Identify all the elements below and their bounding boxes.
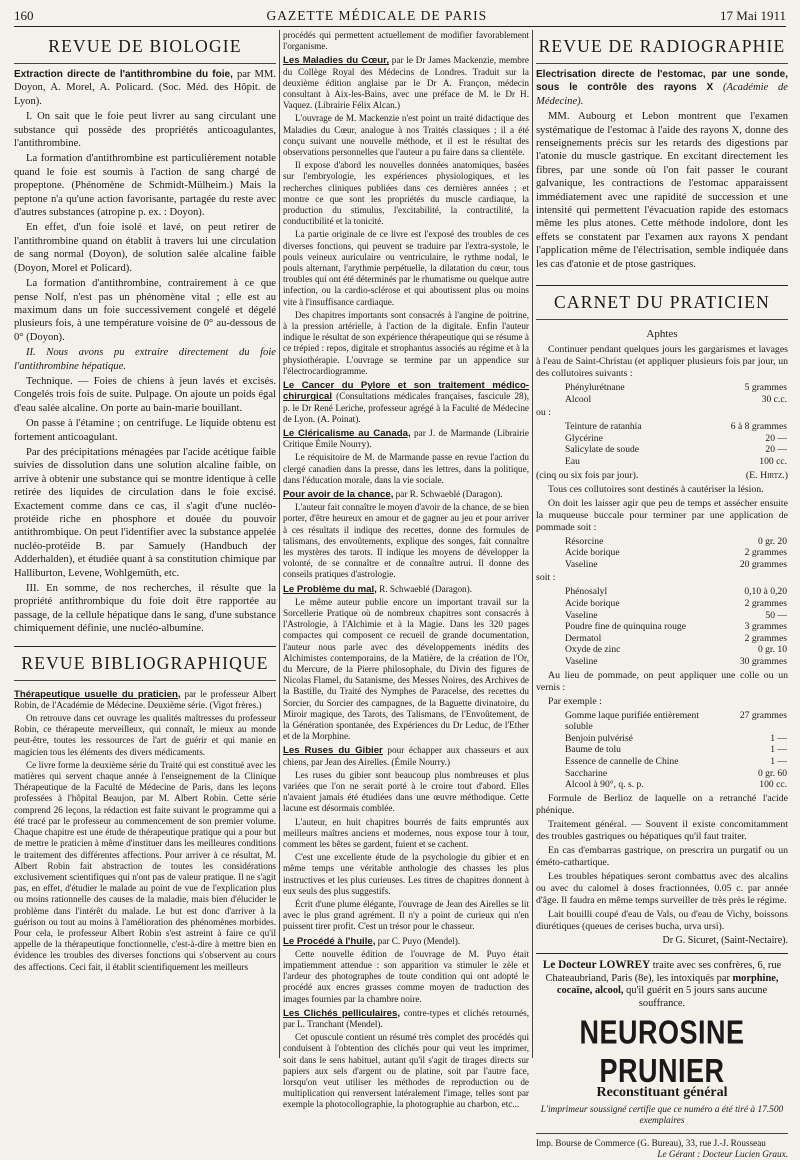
ingredient: Glycérine	[565, 432, 603, 444]
brand-subtitle: Reconstituant général	[596, 1084, 728, 1100]
biblio-body	[14, 713, 276, 973]
biblio-entry	[283, 55, 529, 377]
article-title: Extraction directe de l'antithrombine du foie,	[14, 69, 233, 80]
entry-title: Le Procédé à l'huile,	[283, 935, 376, 947]
quantity: 0,10 à 0,20	[744, 586, 787, 598]
entry-authors: contre-types et clichés retournés, par L. Tranchant (Mendel).	[283, 1007, 529, 1030]
entry-heading	[283, 936, 529, 947]
entry-authors: par C. Puyo (Mendel).	[375, 935, 461, 946]
prescription-row	[536, 633, 788, 645]
paragraph: On retrouve dans cet ouvrage les qualités maîtresses du professeur Robin, ce thérapeute merveilleux, qui connaît, le mieux au monde peut-être, toutes les ressources de l'art de guérir et qui manie en magicien tous les éléments des divers médicaments.	[14, 713, 276, 757]
indent-cell	[536, 779, 564, 791]
biblio-entry	[283, 1008, 529, 1111]
paragraph: I. On sait que le foie peut livrer au sang circulant une substance qui possède des propriétés anticoagulantes, l'antithrombine.	[14, 111, 276, 150]
ingredient: Eau	[565, 456, 580, 468]
prescription-row	[536, 733, 788, 745]
quantity: 2 grammes	[744, 632, 787, 644]
indent-cell	[536, 586, 564, 598]
paragraph: L'ouvrage de M. Mackenzie n'est point un traité didactique des Maladies du Cœur, analogue à nos Traités classiques ; il a été conçu suivant une nouvelle méthode, et il est le résultat des observations personnelles que l'auteur a pu faire dans sa clientèle.	[283, 113, 529, 158]
column-rule	[532, 30, 533, 1058]
indent-cell	[536, 536, 564, 548]
quantity: 2 grammes	[744, 598, 787, 610]
prescription	[536, 536, 788, 571]
column-right	[536, 30, 788, 1159]
paragraph: Ce livre forme la deuxième série du Traité qui est constitué avec les matières qui servent chaque année à l'enseignement de la Clinique Thérapeutique de la Faculté de Médecine de Paris, dans les leçons professées à l'hôpital Beaujon, par M. Albert Robin. Cette série comprend 26 leçons, la rédaction est faite suivant le programme qui a été tracé par le professeur au commencement de son premier volume. Chaque chapitre est une étude de thérapeutique pratique qui a pour but de mettre le praticien à même d'instituer dans les meilleures conditions le traitement des différentes affections. Pour arriver à ce résultat, M. Albert Robin fait abstraction de toutes les considérations exclusivement scientifiques qui n'ont pas de valeur pratique. Il ne s'agit pas, en effet, d'étudier le malade au point de vue de l'explication plus ou moins rationnelle des causes de la maladie, mais bien d'élucider le problème dans l'intérêt du malade. Le but est donc d'arriver à la guérison ou tout au moins à l'amélioration des phénomènes morbides. Pour cela, le professeur Albert Robin s'est astreint à faire ce qu'il appelle de la thérapeutique fonctionnelle, c'est-à-dire à mettre bien en évidence les troubles des diverses fonctions qui s'observent au cours des affections. Ceci fait, il établit scientifiquement les meilleurs	[14, 759, 276, 972]
quantity: 100 cc.	[759, 779, 787, 791]
indent-cell	[536, 559, 564, 571]
article-authors: par MM. Doyon, A. Morel, A. Policard. (Soc. Méd. des Hôpit. de Lyon).	[14, 69, 277, 107]
paragraph: Les troubles hépatiques seront combattus avec des alcalins ou avec du calomel à doses fractionnées, 0.05 c. par année d'âge. Il faudra en même temps surveiller de très près le régime.	[536, 870, 788, 906]
section-title-bibliographique: REVUE BIBLIOGRAPHIQUE	[14, 646, 276, 681]
paragraph: En effet, d'un foie isolé et lavé, on peut retirer de l'antithrombine quand on établit à travers lui une circulation de sang normal (Doyon), de solution salée alcaline faible (Doyon, Morel et Policard).	[14, 222, 276, 274]
prescription-row	[536, 559, 788, 571]
example-label: Par exemple :	[548, 695, 602, 707]
prescription-table	[536, 710, 788, 791]
page-number: 160	[14, 8, 34, 23]
prescription-table	[536, 586, 788, 667]
entry-authors: pour échapper aux chasseurs et aux chiens, par Jean des Airelles. (Émile Nourry.)	[283, 745, 529, 767]
paragraph: Cet opuscule contient un résumé très complet des procédés qui conduisent à l'obtention des clichés pour qui veut les imprimer, soit dans le sens habituel, autant qu'il s'agit de tirages directs sur papiers aux sels d'argent ou de platine, soit par l'autre face, lorsqu'on veut utiliser les méthodes de reproduction ou de multiplication qui renversent latéralement l'image, telles sont par exemple la photocollographie, la photographie au charbon, etc...	[283, 1032, 529, 1110]
prescription-row	[536, 644, 788, 656]
journal-title: GAZETTE MÉDICALE DE PARIS	[266, 8, 488, 23]
entry-title: Le Problème du mal,	[283, 583, 377, 595]
biblio-entry	[283, 584, 529, 743]
entry-heading	[283, 380, 529, 425]
indent-cell	[536, 456, 564, 468]
paragraph: La partie originale de ce livre est l'exposé des troubles de ces diverses fonctions, qui peuvent se traduire par l'extra-systole, le pouls veineux auriculaire ou ventriculaire, le rythme nodal, le pouls alternant, l'arythmie perpétuelle, la dilatation du cœur, tous troubles qui ont été déterminés par le rhumatisme ou quelque autre infection, ou la cardio-sclérose et qui aboutissent plus ou moins vite à l'insuffisance cardiaque.	[283, 229, 529, 307]
article-heading	[14, 68, 276, 108]
biblio-entry	[283, 936, 529, 1005]
biblio-authors: par le professeur Albert Robin, de l'Académie de Médecine. Deuxième série. (Vigot frères.)	[14, 688, 277, 710]
paragraph: La formation d'antithrombine, contrairement à ce que pense Nolf, n'est pas un phénomène vital ; elle est au maximum dans un foie successivement congelé et dégelé plusieurs fois, à une température voisine de 0° au-dessous de 0° (Doyon).	[14, 278, 276, 343]
paragraph: On passe à l'étamine ; on centrifuge. Le liquide obtenu est fortement anticoagulant.	[14, 418, 276, 443]
entry-title: Les Clichés pelliculaires,	[283, 1007, 400, 1019]
biblio-heading	[14, 689, 276, 711]
indent-cell	[536, 433, 564, 445]
quantity: 6 à 8 grammes	[730, 421, 787, 433]
entry-title: Les Maladies du Cœur,	[283, 55, 389, 67]
paragraph: Tous ces collutoires sont destinés à cautériser la lésion.	[548, 483, 764, 495]
quantity: 1 —	[770, 744, 787, 756]
advertisement-neurosine	[536, 1013, 788, 1127]
prescription-row	[536, 756, 788, 768]
entry-authors: R. Schwaeblé (Daragon).	[376, 583, 473, 594]
paragraph: Traitement général. — Souvent il existe concomitamment des troubles gastriques ou hépatiques qu'il faut traiter.	[536, 818, 788, 842]
prescription-row	[536, 536, 788, 548]
ingredient: Baume de tolu	[565, 744, 621, 756]
prescription	[536, 421, 788, 467]
brand-name: NEUROSINE PRUNIER	[579, 1013, 745, 1090]
quantity: 2 grammes	[744, 547, 787, 559]
biblio-entry	[283, 745, 529, 932]
prescription-row	[536, 768, 788, 780]
prescription-row	[536, 433, 788, 445]
biblio-title: Thérapeutique usuelle du praticien,	[14, 688, 181, 700]
biblio-entry	[283, 489, 529, 581]
entry-heading	[283, 745, 529, 767]
paragraph: II. Nous avons pu extraire directement du foie l'antithrombine hépatique.	[14, 347, 276, 372]
paragraph: Lait bouilli coupé d'eau de Vals, ou d'eau de Vichy, boissons diurétiques (queues de cerises bucha, urva ursi).	[536, 908, 788, 932]
entry-authors: par R. Schwaeblé (Daragon).	[393, 488, 503, 499]
carnet-title: CARNET DU PRATICIEN	[536, 285, 788, 320]
paragraph: C'est une excellente étude de la psychologie du gibier et en même temps une véritable anthologie des chasses les plus instructives et les plus curieuses. Les titres de chapitres donnent à eux seuls des plus suggestifs.	[283, 852, 529, 896]
quantity: 1 —	[770, 755, 787, 767]
prescription-row	[536, 421, 788, 433]
prescription-row	[536, 710, 788, 733]
indent-cell	[536, 768, 564, 780]
ingredient: Oxyde de zinc	[565, 644, 621, 656]
imprint	[536, 1133, 788, 1160]
indent-cell	[536, 444, 564, 456]
paragraph: Le réquisitoire de M. de Marmande passe en revue l'action du clergé canadien dans la presse, dans les lettres, dans la politique, dans l'éducation morale, dans la vie sociale.	[283, 452, 529, 485]
dosage-note: (cinq ou six fois par jour).	[536, 469, 639, 481]
ingredient: Vaseline	[565, 656, 598, 667]
indent-cell	[536, 744, 564, 756]
quantity: 100 cc.	[759, 456, 787, 468]
paragraph: Au lieu de pommade, on peut appliquer une colle ou un vernis :	[536, 669, 788, 693]
ingredient: Saccharine	[565, 767, 608, 779]
paragraph: Cette nouvelle édition de l'ouvrage de M. Puyo était impatiemment attendue : son apparition va stimuler le zèle et l'ardeur des photographes de toute condition qui ont adopté le procédé aux encres grasses comme moyen de traduction des images fournies par la chambre noire.	[283, 948, 529, 1004]
indent-cell	[536, 382, 564, 394]
paragraph: Technique. — Foies de chiens à jeun lavés et excisés. Congelés trois fois de suite. Pulpage. On ajoute un poids égal d'eau salée alcaline. On porte au bain-marie bouillant.	[14, 375, 276, 414]
quantity: 20 —	[765, 444, 787, 456]
indent-cell	[536, 610, 564, 622]
radio-heading	[536, 68, 788, 108]
quantity: 50 —	[765, 609, 787, 621]
quantity: 1 —	[770, 732, 787, 744]
ingredient: Résorcine	[565, 535, 604, 547]
column-left	[14, 30, 276, 1058]
indent-cell	[536, 710, 564, 733]
entry-authors: par J. de Marmande (Librairie Critique Émile Nourry).	[283, 427, 529, 450]
section-title-biologie: REVUE DE BIOLOGIE	[14, 36, 276, 64]
ad-text: qu'il guérit en 5 jours sans aucune souffrance.	[623, 985, 768, 1010]
quantity: 0 gr. 60	[757, 767, 787, 779]
entry-title: Le Cléricalisme au Canada,	[283, 427, 411, 439]
printer-line: Imp. Bourse de Commerce (G. Bureau), 33, rue J.-J. Rousseau	[536, 1137, 766, 1148]
prescription	[536, 710, 788, 791]
ingredient: Dermatol	[565, 632, 602, 644]
entry-title: Le Cancer du Pylore et son traitement médico-chirurgical	[283, 380, 529, 403]
prescription-row	[536, 586, 788, 598]
paragraph: Par des précipitations ménagées par l'acide acétique faible suivies de dissolution dans une solution alcaline faible, on arrive à obtenir une substance qui se montre identique à celle retirée des liquides de circulation dans le foie excisé. Exactement comme dans ce cas, il s'agit d'une nucléo-protéide riche en phosphore et douée du pouvoir antithrombique. On peut l'identifier avec la substance appelée nucléo-protéide B. par Samuely (Handbuch der Adderhalden), et étudiée quant à sa constitution chimique par Halliburton, Levene, Wohlgemüth, etc.	[14, 446, 276, 579]
quantity: 0 gr. 20	[757, 535, 787, 547]
entry-authors: (Consultations médicales françaises, fascicule 28), p. le Dr René Leriche, professeur agrégé à la Faculté de Médecine de Lyon. (A. Poinat).	[283, 391, 529, 424]
indent-cell	[536, 733, 564, 745]
indent-cell	[536, 547, 564, 559]
article-body	[14, 110, 276, 635]
gerant-line: Le Gérant : Docteur Lucien Graux.	[657, 1148, 788, 1159]
rx-note	[536, 470, 788, 482]
running-header	[14, 2, 786, 27]
biblio-entry	[283, 380, 529, 425]
prescription-table	[536, 421, 788, 467]
ingredient: Vaseline	[565, 558, 598, 570]
indent-cell	[536, 633, 564, 645]
indent-cell	[536, 421, 564, 433]
paragraph: On doit les laisser agir que peu de temps et assécher ensuite la muqueuse buccale pour terminer par une application de pommade soit :	[536, 497, 788, 533]
quantity: 20 grammes	[739, 558, 787, 570]
indent-cell	[536, 598, 564, 610]
section-title-radiographie: REVUE DE RADIOGRAPHIE	[536, 36, 788, 64]
print-run-note: L'imprimeur soussigné certifie que ce numéro a été tiré à 17.500 exemplaires	[540, 1104, 784, 1126]
entry-heading	[283, 1008, 529, 1030]
biblio-entry	[283, 428, 529, 486]
ad-name: Le Docteur LOWREY	[542, 958, 651, 971]
entry-title: Pour avoir de la chance,	[283, 488, 394, 500]
ingredient: Acide borique	[565, 547, 620, 559]
quantity: 0 gr. 10	[757, 644, 787, 656]
column-middle	[283, 30, 529, 1110]
ingredient: Phénylurétnane	[565, 382, 625, 394]
rx-author: (E. Hirtz.)	[745, 469, 788, 481]
ingredient: Benjoin pulvérisé	[565, 732, 633, 744]
prescription-row	[536, 610, 788, 622]
column-rule	[279, 30, 280, 1058]
paragraph: L'auteur, en huit chapitres bourrés de faits empruntés aux meilleurs maîtres anciens et modernes, nous expose tour à tour, comment les bêtes se gardent, fuient et se cachent.	[283, 816, 529, 850]
quantity: 20 —	[765, 432, 787, 444]
ingredient: Acide borique	[565, 598, 620, 610]
prescription-table	[536, 536, 788, 571]
prescription-row	[536, 456, 788, 468]
paragraph: Écrit d'une plume élégante, l'ouvrage de Jean des Airelles se lit avec le plus grand agrément. Il n'y a point de curieux qui n'en puissent tirer profit. C'est un trésor pour le chasseur.	[283, 899, 529, 932]
carnet-body	[536, 344, 788, 947]
quantity: 5 grammes	[744, 382, 787, 394]
paragraph: III. En somme, de nos recherches, il résulte que la propriété antithrombique du foie doit être rapportée au passage, de la cellule hépatique dans le sang, d'une substance chimiquement définie, une nucléo-albumine.	[14, 583, 276, 635]
ingredient: Essence de cannelle de Chine	[565, 755, 679, 767]
recipe-title: Aphtes	[646, 328, 678, 341]
issue-date: 17 Mai 1911	[720, 8, 786, 23]
ingredient: Poudre fine de quinquina rouge	[565, 621, 686, 633]
ingredient: Salicylate de soude	[565, 444, 640, 456]
prescription-row	[536, 621, 788, 633]
entry-heading	[283, 584, 529, 595]
biblio-entries	[283, 55, 529, 1110]
prescription-row	[536, 744, 788, 756]
prescription-row	[536, 547, 788, 559]
paragraph: Des chapitres importants sont consacrés à l'angine de poitrine, à la pression artérielle, à l'action de la digitale. Enfin l'auteur indique le résultat de son expérience thérapeutique qui se résume à ce trépied : repos, digitale et strophantus associés au régime et à la physiothérapie. L'ouvrage se termine par un appendice sur l'électrocardiogramme.	[283, 309, 529, 376]
ingredient: Alcool à 90°, q. s. p.	[565, 779, 644, 791]
prescription-row	[536, 598, 788, 610]
paragraph: La formation d'antithrombine est particulièrement notable quand le foie est soumis à l'action de sang chargé de propeptone. (Phénomène de Schmidt-Mülheim.) Mais la peptone n'a qu'une action favorisante, partagée du reste avec d'autres substances (atropine p. ex. : Doyon).	[14, 153, 276, 219]
radio-title: Electrisation directe de l'estomac, par une sonde, sous le contrôle des rayons X	[536, 69, 788, 94]
paragraph: Les ruses du gibier sont beaucoup plus nombreuses et plus variées que l'on ne serait porté à le croire tout d'abord. Elles n'avaient jamais été étudiées dans une œuvre méthodique. Cette lacune est désormais comblée.	[283, 769, 529, 814]
indent-cell	[536, 394, 564, 406]
entry-title: Les Ruses du Gibier	[283, 745, 383, 757]
entry-heading	[283, 489, 529, 500]
prescription	[536, 382, 788, 405]
indent-cell	[536, 756, 564, 768]
ingredient: Phénosalyl	[565, 586, 608, 598]
ingredient: Teinture de ratanhia	[565, 421, 642, 433]
prescription-table	[536, 382, 788, 405]
quantity: 3 grammes	[744, 621, 787, 633]
quantity: 30 c.c.	[761, 393, 787, 405]
prescription-row	[536, 382, 788, 394]
ad-text: traite avec ses confrères, 6, rue Chateaubriand, Paris (8e), les intoxiqués par	[545, 959, 782, 984]
prescription-row	[536, 656, 788, 668]
or-label: soit :	[536, 572, 556, 584]
paragraph: Le même auteur publie encore un important travail sur la Sorcellerie Pratique où de nombreux chapitres sont consacrés à l'Astrologie, à l'Alchimie et à la Magie. Dans les 320 pages compactes qui composent ce recueil de grande documentation, l'auteur nous parle avec des développements inédits des Alchimistes contemporains, de la Matière, de la création de l'Or, du Mercure, de la Pierre philosophale, du Divin des figures de Nicolas Flamel, du Satanisme, des Messes Noires, des Archives de la Bastille, du Traité des Nymphes de Paracelse, des recettes du Sorcier, du Sorcier des campagnes, de la Baguette divinatoire, du Miroir magique, des Tarots, des Talismans, de l'Envoûtement, de la Génération spontanée, des Expériences du Dr Leduc, de l'Ether et de la Morphine.	[283, 596, 529, 742]
radio-source: (Académie de Médecine).	[536, 82, 788, 107]
radio-body: MM. Aubourg et Lebon montrent que l'examen systématique de l'estomac à l'aide des rayons X, donne des renseignements précis sur les retards des digestions par l'atonie du muscle gastrique. En excitant directement les fibres, par une sonde où l'on fait passer le courant galvanique, les contractions de l'estomac apparaissent immédiatement avec une rapidité de succession et une intensité qui permettent l'évacuation rapide des estomacs même les plus atones. Cette méthode indolore, dont les effets se constatent par l'examen aux rayons X pendant l'application même de l'électrisation, semble indiquée dans les cas d'atonie et de ptose gastriques.	[536, 111, 788, 270]
signature: Dr G. Sicuret, (Saint-Nectaire).	[662, 934, 788, 946]
entry-authors: par le Dr James Mackenzie, membre du Collège Royal des Médecins de Londres. Traduit sur la deuxième édition anglaise par le Dr A. Françon, médecin consultant à Aix-les-Bains, avec une préface de M. le Dr H. Vaquez. (Librairie Félix Alcan.)	[283, 55, 529, 111]
entry-heading	[283, 428, 529, 450]
ingredient: Gomme laque purifiée entièrement soluble	[565, 709, 699, 733]
paragraph: Continuer pendant quelques jours les gargarismes et lavages à l'eau de Saint-Christau (et appliquer plusieurs fois par jour, un des collutoires suivants :	[536, 344, 788, 380]
paragraph: En cas d'embarras gastrique, on prescrira un purgatif ou un éméto-cathartique.	[536, 844, 788, 868]
paragraph: Il expose d'abord les nouvelles données anatomiques, basées sur l'embryologie, les expériences physiologiques, et les recherches cliniques publiées dans ces dernières années ; et montre ce que sont les propriétés du muscle cardiaque, la production du stimulus, l'excitabilité, la contractilité, la conductibilité et la tonicité.	[283, 160, 529, 227]
continued-text: procédés qui permettent actuellement de modifier favorablement l'organisme.	[283, 30, 529, 52]
quantity: 30 grammes	[739, 656, 787, 667]
ingredient: Vaseline	[565, 609, 598, 621]
prescription-row	[536, 779, 788, 791]
indent-cell	[536, 644, 564, 656]
or-label: ou :	[536, 407, 551, 419]
ingredient: Alcool	[565, 393, 592, 405]
paragraph: Formule de Berlioz de laquelle on a retranché l'acide phénique.	[536, 792, 788, 816]
ad-bold: morphine, cocaïne, alcool,	[556, 972, 779, 997]
prescription-row	[536, 394, 788, 406]
paragraph: L'auteur fait connaître le moyen d'avoir de la chance, de se bien porter, d'être heureux en amour et de gagner au jeu et pour arriver à ces résultats il indique des recettes, donne des formules de talismans, des envoûtements, explique des songes, fait connaître les mystères des tarots. Il indique les moyens de développer la volonté, de se connaître et de connaître autrui. Il donne des conseils pratiques d'astrologie.	[283, 502, 529, 580]
entry-heading	[283, 55, 529, 111]
prescription	[536, 586, 788, 667]
advertisement-lowrey	[536, 953, 788, 1011]
indent-cell	[536, 621, 564, 633]
quantity: 27 grammes	[739, 709, 787, 721]
prescription-row	[536, 444, 788, 456]
indent-cell	[536, 656, 564, 668]
